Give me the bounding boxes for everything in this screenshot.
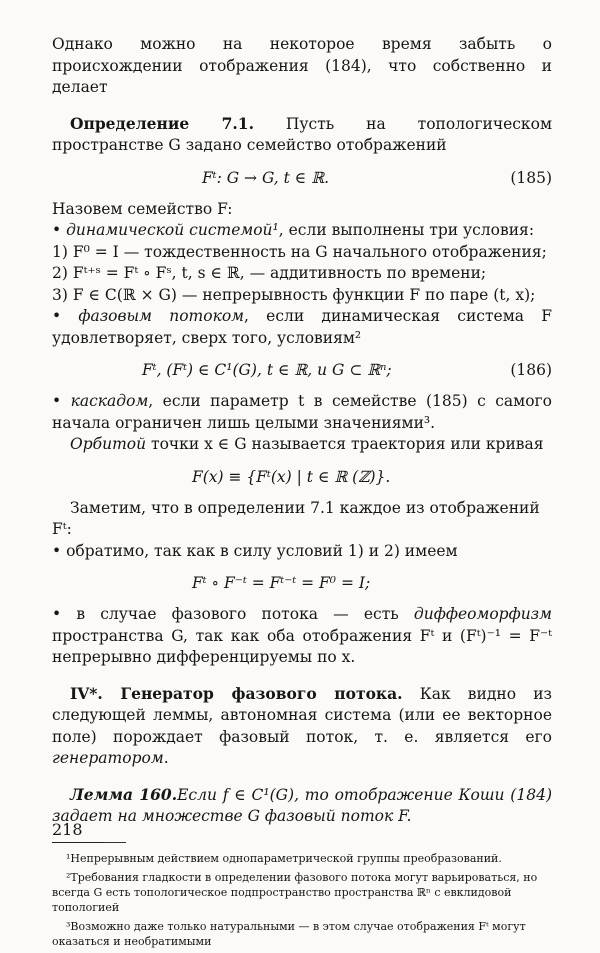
footnote-3-text: ³Возможно даже только натуральными — в этом случае отображения Fᵗ могут оказаться и необратимыми <box>52 919 526 948</box>
footnote-2 <box>52 870 552 915</box>
diffeomorphism-term: диффеоморфизм <box>413 605 552 623</box>
equation-186-expr: Fᵗ, (Fᵗ) ∈ C¹(G), t ∈ ℝ, и G ⊂ ℝⁿ; <box>142 361 392 379</box>
equation-orbit-expr: F(x) ≡ {Fᵗ(x) | t ∈ ℝ (ℤ)}. <box>192 467 391 486</box>
section-end: . <box>163 749 169 767</box>
diffeomorphism-text-a: в случае фазового потока — есть <box>76 605 414 623</box>
dynamic-system-rest: , если выполнены три условия: <box>278 221 535 239</box>
condition-3: 3) F ∈ C(ℝ × G) — непрерывность функции F по паре (t, x); <box>52 285 536 304</box>
section-text: Как видно из следующей леммы, автономная система (или ее векторное поле) порождает фазовый поток, т. е. является его <box>52 684 552 746</box>
orbit-paragraph <box>52 434 552 456</box>
footnote-3 <box>52 919 552 949</box>
phase-flow-term: фазовым потоком <box>78 307 245 325</box>
cascade-rest: , если параметр t в семействе (185) с самого начала ограничен лишь целыми значениями³. <box>52 392 553 432</box>
equation-185 <box>52 163 552 193</box>
page-number-rule <box>52 842 104 843</box>
equation-inverse-expr: Fᵗ ∘ F⁻ᵗ = Fᵗ⁻ᵗ = F⁰ = I; <box>192 574 371 592</box>
lemma-text: Если f ∈ C¹(G), то отображение Коши (184) задает на множестве G фазовый поток F. <box>52 785 552 825</box>
orbit-term: Орбитой <box>70 435 147 453</box>
equation-185-expr: Fᵗ: G → G, t ∈ ℝ. <box>202 168 329 187</box>
page-number: 218 <box>52 820 83 839</box>
equation-185-number: (185) <box>510 168 552 187</box>
family-naming: Назовем семейство F: <box>52 199 233 218</box>
definition-title: Определение 7.1. <box>70 113 254 133</box>
diffeomorphism-item <box>52 604 552 669</box>
footnote-2-text: ²Требования гладкости в определении фазового потока могут варьироваться, но всегда G есть топологическое подпространство пространства ℝⁿ с евклидовой топологией <box>52 870 538 914</box>
section-paragraph <box>52 683 552 770</box>
orbit-rest: точки x ∈ G называется траектория или кривая <box>146 435 544 453</box>
definition-paragraph <box>52 113 552 157</box>
lemma-paragraph <box>52 784 552 828</box>
definition-text: Пусть на топологическом пространстве G задано семейство отображений <box>52 114 552 154</box>
equation-inverse <box>52 568 552 598</box>
page-content <box>52 34 552 953</box>
phase-flow-item <box>52 306 552 349</box>
invertible-item: • обратимо, так как в силу условий 1) и 2) имеем <box>52 541 552 563</box>
intro-paragraph: Однако можно на некоторое время забыть о происхождении отображения (184), что собственно и делает <box>52 35 552 96</box>
equation-186 <box>52 355 552 385</box>
diffeomorphism-text-b: пространства G, так как оба отображения Fᵗ и (Fᵗ)⁻¹ = F⁻ᵗ непрерывно дифференцируемы по x. <box>52 626 552 666</box>
lemma-title: Лемма 160. <box>70 784 178 804</box>
dynamic-system-item <box>52 220 552 242</box>
dynamic-system-term: динамической системой¹ <box>66 221 279 239</box>
phase-flow-rest: , если динамическая система F удовлетворяет, сверх того, условиям² <box>52 307 552 347</box>
section-term: генератором <box>52 749 164 767</box>
condition-2: 2) Fᵗ⁺ˢ = Fᵗ ∘ Fˢ, t, s ∈ ℝ, — аддитивность по времени; <box>52 264 487 282</box>
footnote-1-text: ¹Непрерывным действием однопараметрической группы преобразований. <box>66 851 502 865</box>
condition-1: 1) F⁰ = I — тождественность на G начального отображения; <box>52 242 547 261</box>
cascade-item <box>52 391 552 434</box>
equation-orbit <box>52 462 552 492</box>
equation-186-number: (186) <box>510 361 552 379</box>
cascade-term: каскадом <box>70 392 149 410</box>
section-title: IV*. Генератор фазового потока. <box>70 683 403 703</box>
footnote-1 <box>52 851 552 866</box>
note-paragraph: Заметим, что в определении 7.1 каждое из отображений Fᵗ: <box>52 498 540 538</box>
